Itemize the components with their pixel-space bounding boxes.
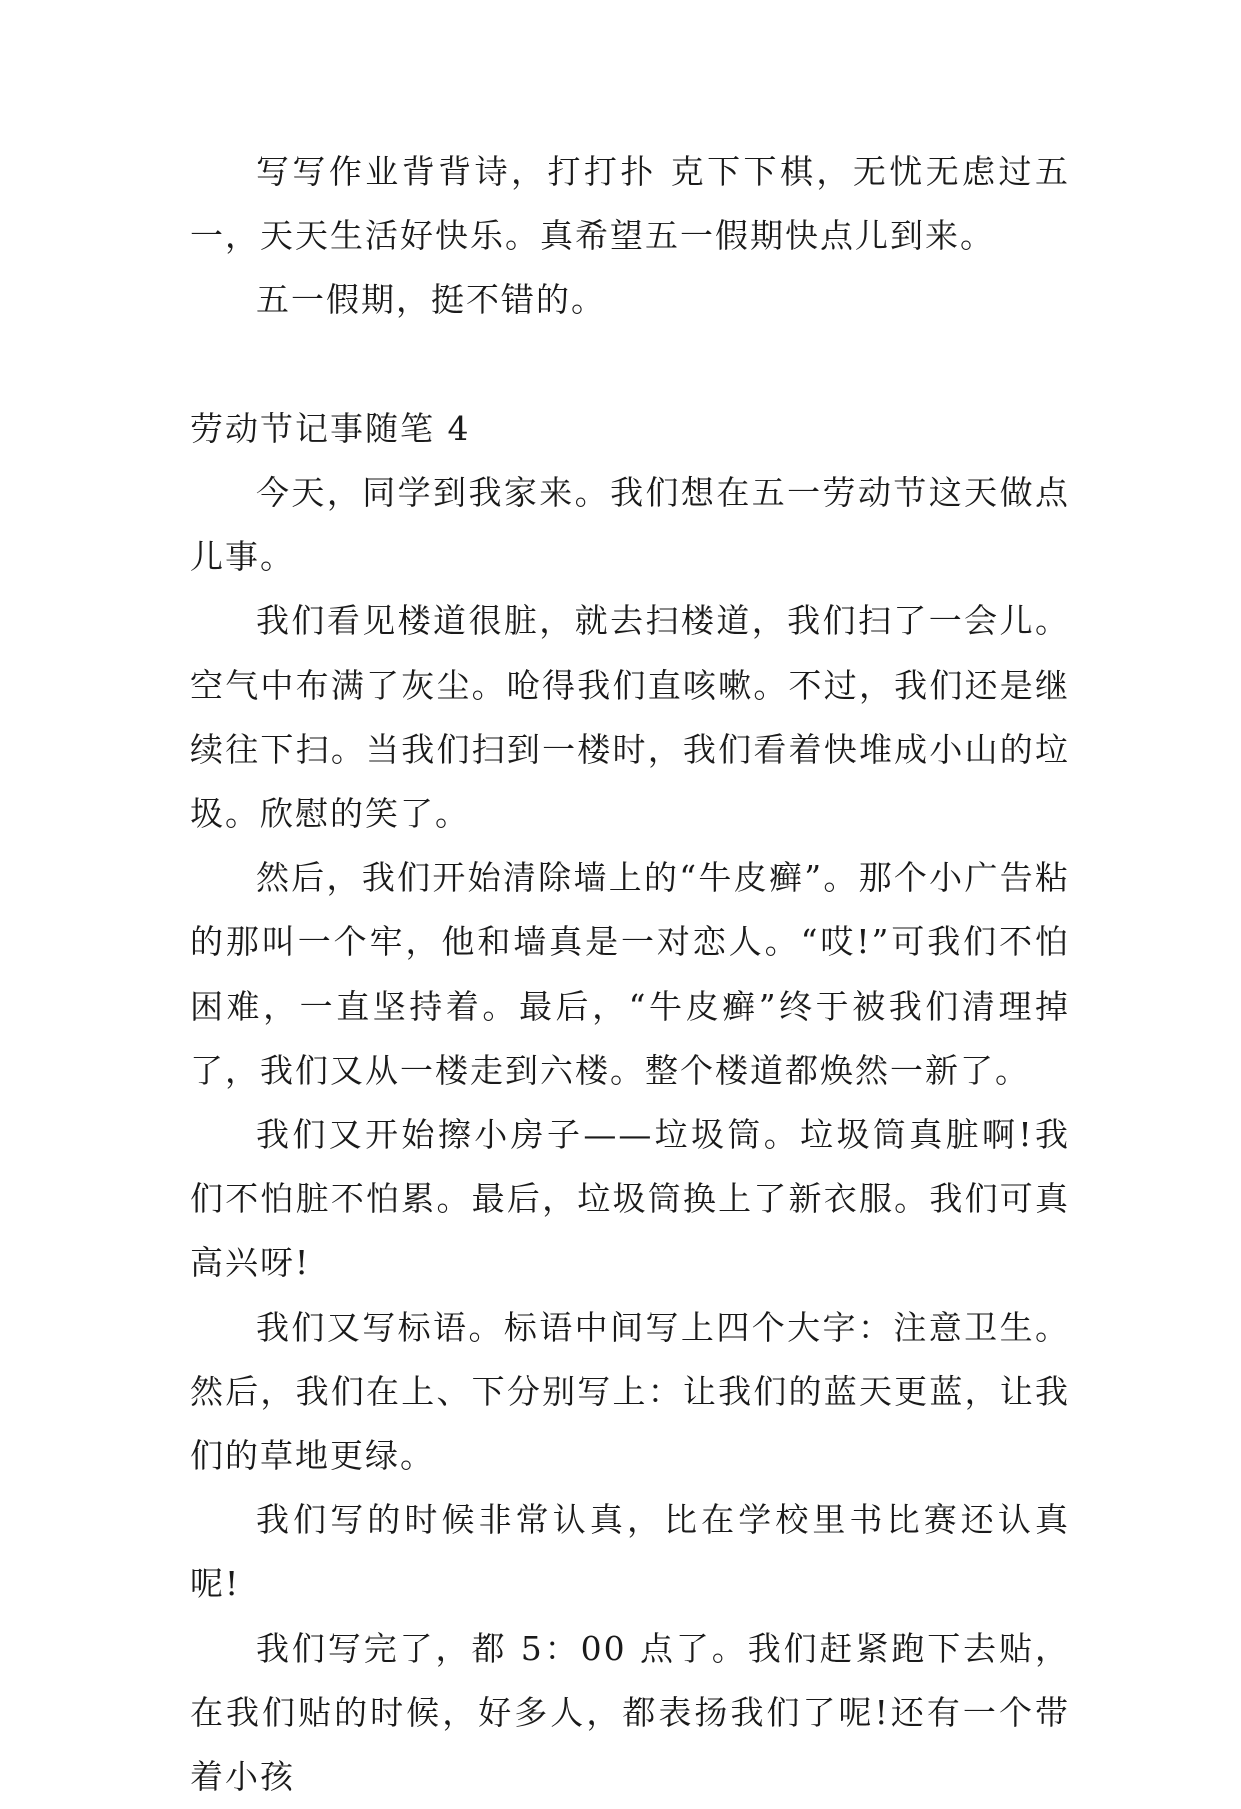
paragraph: 我们又写标语。标语中间写上四个大字：注意卫生。然后，我们在上、下分别写上：让我们的蓝天更蓝，让我们的草地更绿。: [190, 1307, 1070, 1476]
paragraph: 五一假期，挺不错的。: [256, 280, 606, 320]
paragraph: 我们又开始擦小房子——垃圾筒。垃圾筒真脏啊!我们不怕脏不怕累。最后，垃圾筒换上了新衣服。我们可真高兴呀!: [190, 1115, 1070, 1283]
paragraph: 我们写完了，都 5：00 点了。我们赶紧跑下去贴，在我们贴的时候，好多人，都表扬我们了呢!还有一个带着小孩: [190, 1628, 1070, 1797]
section-title: 劳动节记事随笔 4: [190, 408, 471, 448]
paragraph: 写写作业背背诗，打打扑 克下下棋，无忧无虑过五一，天天生活好快乐。真希望五一假期快点儿到来。: [190, 152, 1070, 256]
blank-line: [190, 333, 1070, 397]
paragraph: 我们看见楼道很脏，就去扫楼道，我们扫了一会儿。空气中布满了灰尘。呛得我们直咳嗽。不过，我们还是继续往下扫。当我们扫到一楼时，我们看着快堆成小山的垃圾。欣慰的笑了。: [190, 601, 1070, 834]
paragraph: 今天，同学到我家来。我们想在五一劳动节这天做点儿事。: [190, 473, 1070, 577]
document-page: [190, 140, 1070, 1809]
paragraph: 我们写的时候非常认真，比在学校里书比赛还认真呢!: [190, 1500, 1070, 1604]
paragraph: 然后，我们开始清除墙上的“牛皮癣”。那个小广告粘的那叫一个牢，他和墙真是一对恋人。“哎!”可我们不怕困难，一直坚持着。最后，“牛皮癣”终于被我们清理掉了，我们又从一楼走到六楼。整个楼道都焕然一新了。: [190, 858, 1070, 1090]
